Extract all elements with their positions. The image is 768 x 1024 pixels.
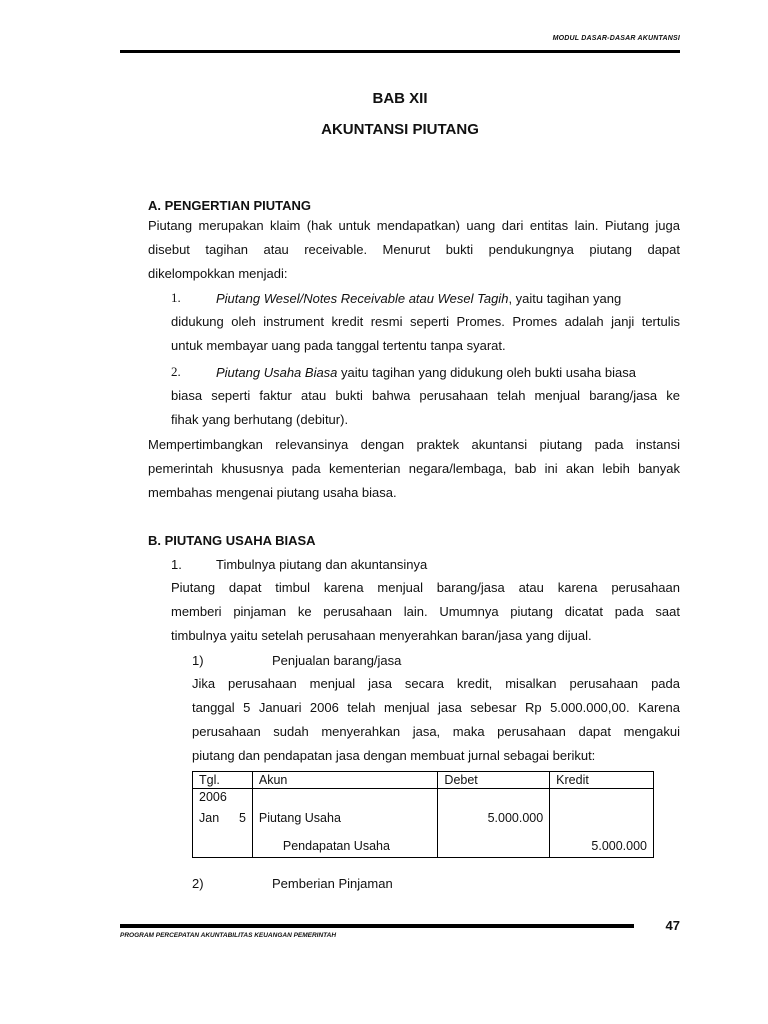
chapter-number: BAB XII [372,90,428,107]
term-rest: yaitu tagihan yang didukung oleh bukti usaha biasa [337,365,636,380]
header-kredit: Kredit [550,772,654,789]
running-header: MODUL DASAR-DASAR AKUNTANSI [552,35,680,42]
intro-line: disebut tagihan atau receivable. Menurut bukti pendukungnya piutang dapat [148,242,680,257]
list-item-2-lead [216,364,680,381]
sub-number: 1. [171,557,182,572]
table-header-row [193,772,654,789]
header-rule [120,50,680,53]
point-number: 2) [192,876,204,891]
closing-line: membahas mengenai piutang usaha biasa. [148,485,397,500]
cell-debit: 5.000.000 [438,805,550,837]
cell-month: Jan [199,811,220,825]
point-title: Pemberian Pinjaman [272,876,393,891]
item-line: didukung oleh instrument kredit resmi seperti Promes. Promes adalah janji tertulis [171,314,680,329]
list-item-2-body [171,384,680,432]
point1-paragraph [192,672,680,768]
list-item-1-body [171,310,680,358]
list-number: 2. [171,364,181,379]
sub1-line: Piutang dapat timbul karena menjual barang/jasa atau karena perusahaan [171,580,680,595]
table-row [193,805,654,837]
point1-line: tanggal 5 Januari 2006 telah menjual jasa sebesar Rp 5.000.000,00. Karena [192,700,680,715]
section-a-heading: A. PENGERTIAN PIUTANG [148,198,311,213]
point-title: Penjualan barang/jasa [272,653,402,668]
section-a-closing [148,433,680,505]
point-number: 1) [192,653,204,668]
point1-line: Jika perusahaan menjual jasa secara kredit, misalkan perusahaan pada [192,676,680,691]
item-line: biasa seperti faktur atau bukti bahwa perusahaan telah menjual barang/jasa ke [171,388,680,403]
cell-credit: 5.000.000 [550,837,654,858]
cell-year: 2006 [193,789,253,806]
journal-table [192,771,654,858]
cell-debit [438,837,550,858]
list-item-1-lead [216,290,680,307]
term-wesel: Piutang Wesel/Notes Receivable atau Wesel Tagih [216,291,509,306]
section-a-intro [148,214,680,286]
sub-title: Timbulnya piutang dan akuntansinya [216,557,428,572]
running-footer: PROGRAM PERCEPATAN AKUNTABILITAS KEUANGAN PEMERINTAH [120,932,337,939]
closing-line: Mempertimbangkan relevansinya dengan praktek akuntansi piutang pada instansi [148,437,680,452]
cell-account: Pendapatan Usaha [252,837,438,858]
table-row [193,837,654,858]
term-rest: , yaitu tagihan yang [508,291,622,306]
chapter-title: AKUNTANSI PIUTANG [321,121,479,138]
cell-account: Piutang Usaha [252,805,438,837]
header-tgl: Tgl. [193,772,253,789]
item-line: untuk membayar uang pada tanggal tertentu tanpa syarat. [171,338,506,353]
list-number: 1. [171,290,181,305]
point1-line: perusahaan sudah menyerahkan jasa, maka perusahaan dapat mengakui [192,724,680,739]
cell-date [193,805,253,837]
intro-line: dikelompokkan menjadi: [148,266,288,281]
header-debet: Debet [438,772,550,789]
cell-credit [550,805,654,837]
section-b-heading: B. PIUTANG USAHA BIASA [148,533,316,548]
sub1-line: memberi pinjaman ke perusahaan lain. Umumnya piutang dicatat pada saat [171,604,680,619]
cell-day: 5 [238,811,246,825]
footer-rule [120,924,634,928]
point1-line: piutang dan pendapatan jasa dengan membuat jurnal sebagai berikut: [192,748,596,763]
term-usaha: Piutang Usaha Biasa [216,365,338,380]
header-akun: Akun [252,772,438,789]
item-line: fihak yang berhutang (debitur). [171,412,349,427]
intro-line: Piutang merupakan klaim (hak untuk mendapatkan) uang dari entitas lain. Piutang juga [148,218,680,233]
sub1-paragraph [171,576,680,648]
page-number: 47 [665,918,680,933]
sub1-line: timbulnya yaitu setelah perusahaan menyerahkan baran/jasa yang dijual. [171,628,592,643]
closing-line: pemerintah khususnya pada kementerian negara/lembaga, bab ini akan lebih banyak [148,461,680,476]
table-row [193,789,654,806]
